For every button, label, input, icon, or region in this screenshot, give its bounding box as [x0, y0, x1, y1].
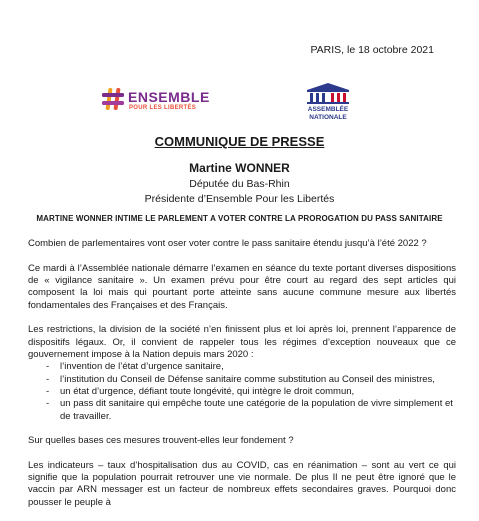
assemblee-nationale-logo [295, 82, 361, 126]
author-name: Martine WONNER [189, 161, 290, 175]
list-item: - un état d’urgence, défiant toute longévité, qui intègre le droit commun, [60, 386, 456, 398]
list-item: - un pass dit sanitaire qui empêche toute une catégorie de la population de vivre simplement et de travailler. [60, 398, 456, 423]
ensemble-logo-name: ENSEMBLE [128, 89, 210, 105]
list-item: - l’institution du Conseil de Défense sanitaire comme substitution au Conseil des ministres, [60, 374, 456, 386]
exception-regimes-list [28, 361, 456, 422]
paragraph-assembly-exam: Ce mardi à l’Assemblée nationale démarre l’examen en séance du texte portant diverses dispositions de « vigilance sanitaire ». Un examen prévu pour être court au regard des sept articles qui composent la loi mais qui pourtant porte atteinte sans aucune commune mesure aux libertés fondamentales des Françaises et des Français. [28, 262, 456, 311]
release-date: PARIS, le 18 octobre 2021 [310, 44, 434, 56]
paragraph-basis-question: Sur quelles bases ces mesures trouvent-elles leur fondement ? [28, 434, 294, 446]
assemblee-logo-line2: NATIONALE [309, 113, 347, 121]
assemblee-logo-line1: ASSEMBLÉE [307, 106, 349, 113]
assemblee-building-icon [301, 82, 355, 106]
release-headline: MARTINE WONNER INTIME LE PARLEMENT A VOTER CONTRE LA PROROGATION DU PASS SANITAIRE [36, 214, 443, 223]
list-item: - l’invention de l’état d’urgence sanitaire, [60, 361, 456, 373]
press-release-title: COMMUNIQUE DE PRESSE [154, 134, 325, 149]
ensemble-hash-icon [100, 86, 126, 112]
ensemble-logo-tagline: POUR LES LIBERTÉS [129, 105, 197, 111]
release-body [28, 238, 456, 521]
paragraph-question: Combien de parlementaires vont oser voter contre le pass sanitaire étendu jusqu’à l’été 2022 ? [28, 238, 427, 249]
paragraph-restrictions: Les restrictions, la division de la société n’en finissent plus et loi après loi, prennent l’apparence de dispositifs légaux. Or, il convient de rappeler tous les régimes d’exception nouveaux que ce gouvernement impose à la Nation depuis mars 2020 : [28, 324, 456, 361]
author-role-deputy: Députée du Bas-Rhin [189, 178, 290, 190]
paragraph-indicators: Les indicateurs – taux d’hospitalisation dus au COVID, cas en réanimation – sont au vert ce qui signifie que la population pourrait retrouver une vie normale. De plus Il ne peut être ignoré que le vaccin par ARN messager est un facteur de nombreux effets secondaires graves. Pourquoi donc pousser le peuple à [28, 459, 456, 508]
assemblee-logo-text [295, 106, 361, 121]
ensemble-logo [100, 86, 210, 118]
author-role-president: Présidente d’Ensemble Pour les Libertés [144, 193, 335, 205]
